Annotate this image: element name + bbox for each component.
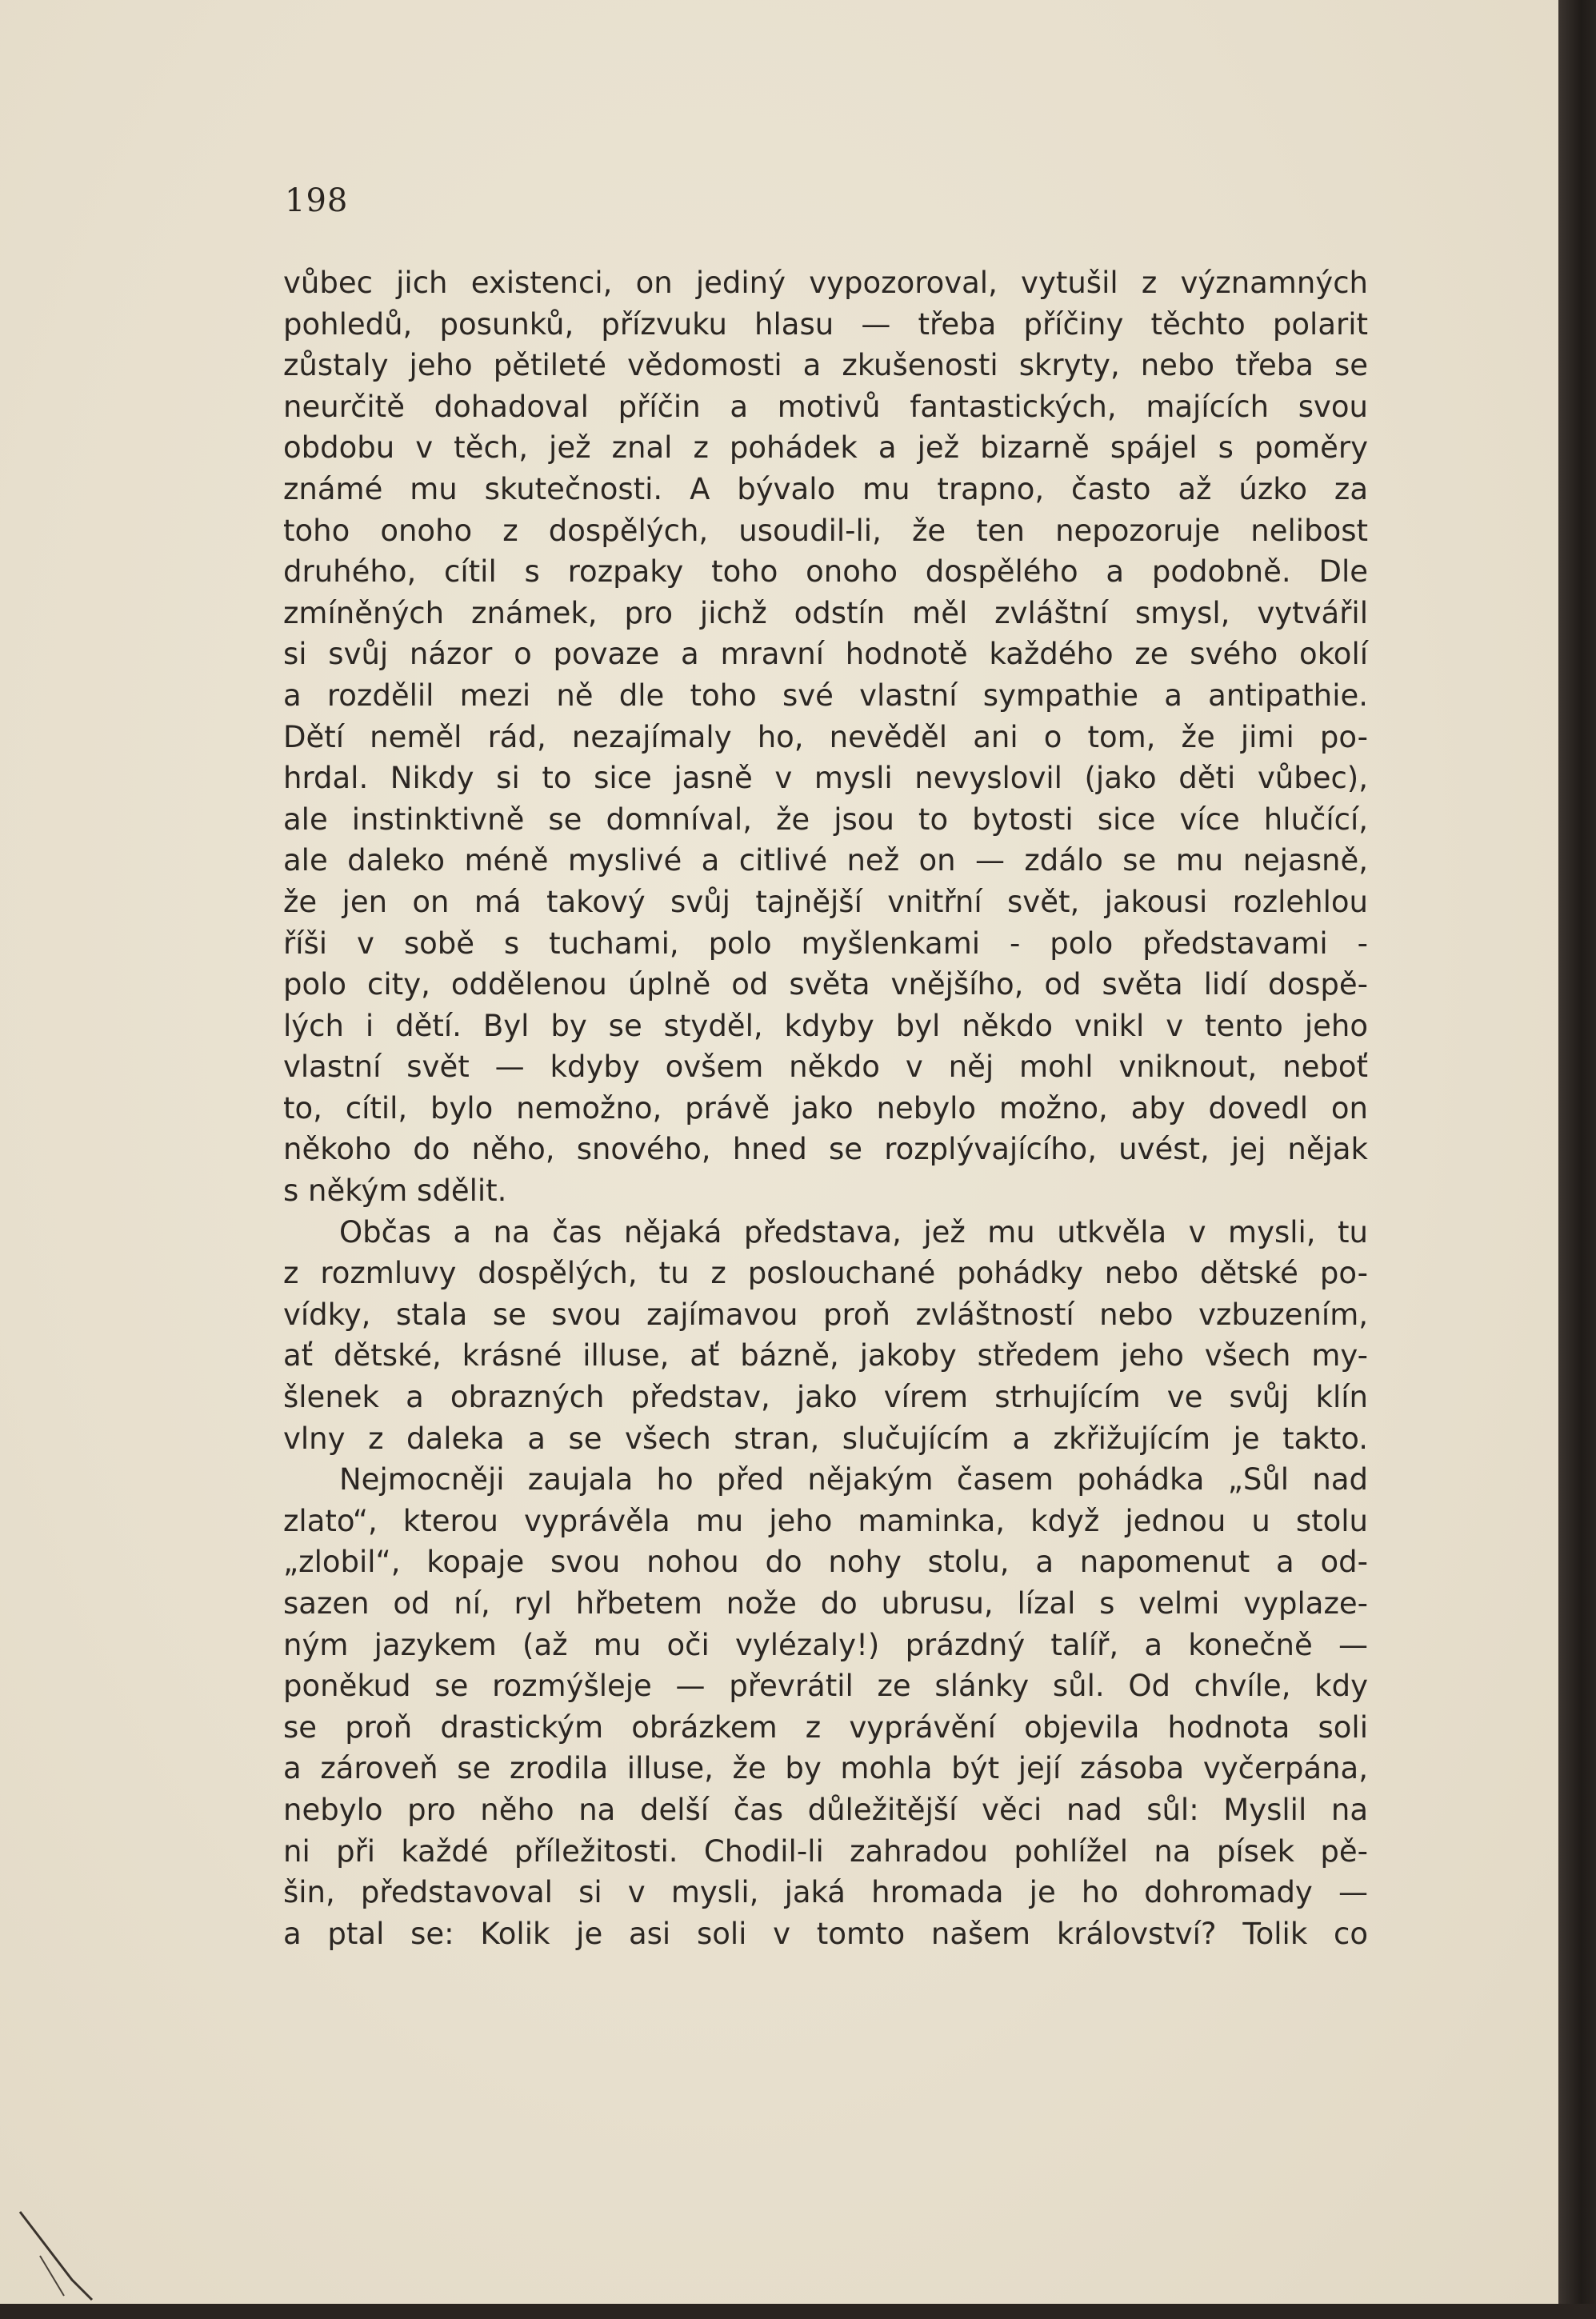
text-line: a ptal se: Kolik je asi soli v tomto našem království? Tolik co bbox=[283, 1916, 1368, 1951]
text-line: ale instinktivně se domníval, že jsou to bytosti sice více hlučící, bbox=[283, 802, 1368, 837]
text-line: a zároveň se zrodila illuse, že by mohla být její zásoba vyčerpána, bbox=[283, 1751, 1368, 1786]
text-line: ni při každé příležitosti. Chodil-li zahradou pohlížel na písek pě- bbox=[283, 1833, 1368, 1869]
text-line: známé mu skutečnosti. A bývalo mu trapno, často až úzko za bbox=[283, 471, 1368, 506]
text-line: si svůj názor o povaze a mravní hodnotě každého ze svého okolí bbox=[283, 637, 1368, 672]
text-line: „zlobil“, kopaje svou nohou do nohy stolu, a napomenut a od- bbox=[283, 1545, 1368, 1580]
text-line: lých i dětí. Byl by se styděl, kdyby byl někdo vnikl v tento jeho bbox=[283, 1008, 1368, 1043]
text-line: Občas a na čas nějaká představa, jež mu utkvěla v mysli, tu bbox=[339, 1214, 1368, 1249]
page-bottom-edge bbox=[0, 2304, 1596, 2319]
text-line: hrdal. Nikdy si to sice jasně v mysli nevyslovil (jako děti vůbec), bbox=[283, 761, 1368, 796]
body-text bbox=[283, 262, 1368, 1954]
text-line: vlny z daleka a se všech stran, slučujícím a zkřižujícím je takto. bbox=[283, 1421, 1368, 1456]
text-line: obdobu v těch, jež znal z pohádek a jež bizarně spájel s poměry bbox=[283, 430, 1368, 466]
text-line: ať dětské, krásné illuse, ať bázně, jakoby středem jeho všech my- bbox=[283, 1338, 1368, 1373]
text-line: sazen od ní, ryl hřbetem nože do ubrusu, lízal s velmi vyplaze- bbox=[283, 1586, 1368, 1621]
text-line: že jen on má takový svůj tajnější vnitřní svět, jakousi rozlehlou bbox=[283, 884, 1368, 919]
text-line: neurčitě dohadoval příčin a motivů fantastických, majících svou bbox=[283, 389, 1368, 424]
text-line: polo city, oddělenou úplně od světa vnějšího, od světa lidí dospě- bbox=[283, 967, 1368, 1002]
text-line: to, cítil, bylo nemožno, právě jako nebylo možno, aby dovedl on bbox=[283, 1090, 1368, 1126]
text-line: poněkud se rozmýšleje — převrátil ze slánky sůl. Od chvíle, kdy bbox=[283, 1669, 1368, 1704]
text-line: Dětí neměl rád, nezajímaly ho, nevěděl ani o tom, že jimi po- bbox=[283, 719, 1368, 754]
text-line: ale daleko méně myslivé a citlivé než on — zdálo se mu nejasně, bbox=[283, 843, 1368, 878]
text-line: zůstaly jeho pětileté vědomosti a zkušenosti skryty, nebo třeba se bbox=[283, 348, 1368, 383]
text-line: vůbec jich existenci, on jediný vypozoroval, vytušil z významných bbox=[283, 266, 1368, 300]
text-line: druhého, cítil s rozpaky toho onoho dospělého a podobně. Dle bbox=[283, 554, 1368, 590]
text-line: vídky, stala se svou zajímavou proň zvláštností nebo vzbuzením, bbox=[283, 1297, 1368, 1332]
text-line: nebylo pro něho na delší čas důležitější věci nad sůl: Myslil na bbox=[283, 1792, 1368, 1827]
text-line: někoho do něho, snového, hned se rozplývajícího, uvést, jej nějak bbox=[283, 1132, 1368, 1167]
page-corner-mark bbox=[16, 2208, 112, 2304]
text-line: zmíněných známek, pro jichž odstín měl zvláštní smysl, vytvářil bbox=[283, 595, 1368, 630]
text-line: šin, představoval si v mysli, jaká hromada je ho dohromady — bbox=[283, 1875, 1368, 1910]
text-line: toho onoho z dospělých, usoudil-li, že ten nepozoruje nelibost bbox=[283, 513, 1368, 548]
book-binding-edge bbox=[1558, 0, 1596, 2319]
text-line: a rozdělil mezi ně dle toho své vlastní sympathie a antipathie. bbox=[283, 678, 1368, 713]
text-line: se proň drastickým obrázkem z vyprávění objevila hodnota soli bbox=[283, 1709, 1368, 1745]
text-line: s někým sdělit. bbox=[283, 1173, 507, 1209]
text-line: zlato“, kterou vyprávěla mu jeho maminka, když jednou u stolu bbox=[283, 1503, 1368, 1538]
text-line: šlenek a obrazných představ, jako vírem strhujícím ve svůj klín bbox=[283, 1380, 1368, 1415]
text-line: Nejmocněji zaujala ho před nějakým časem pohádka „Sůl nad bbox=[339, 1462, 1368, 1497]
text-line: z rozmluvy dospělých, tu z poslouchané pohádky nebo dětské po- bbox=[283, 1256, 1368, 1291]
text-line: vlastní svět — kdyby ovšem někdo v něj mohl vniknout, neboť bbox=[283, 1050, 1368, 1085]
text-line: pohledů, posunků, přízvuku hlasu — třeba příčiny těchto polarit bbox=[283, 306, 1368, 342]
text-line: ným jazykem (až mu oči vylézaly!) prázdný talíř, a konečně — bbox=[283, 1627, 1368, 1662]
page-number: 198 bbox=[285, 182, 349, 219]
text-line: říši v sobě s tuchami, polo myšlenkami - polo představami - bbox=[283, 926, 1368, 961]
